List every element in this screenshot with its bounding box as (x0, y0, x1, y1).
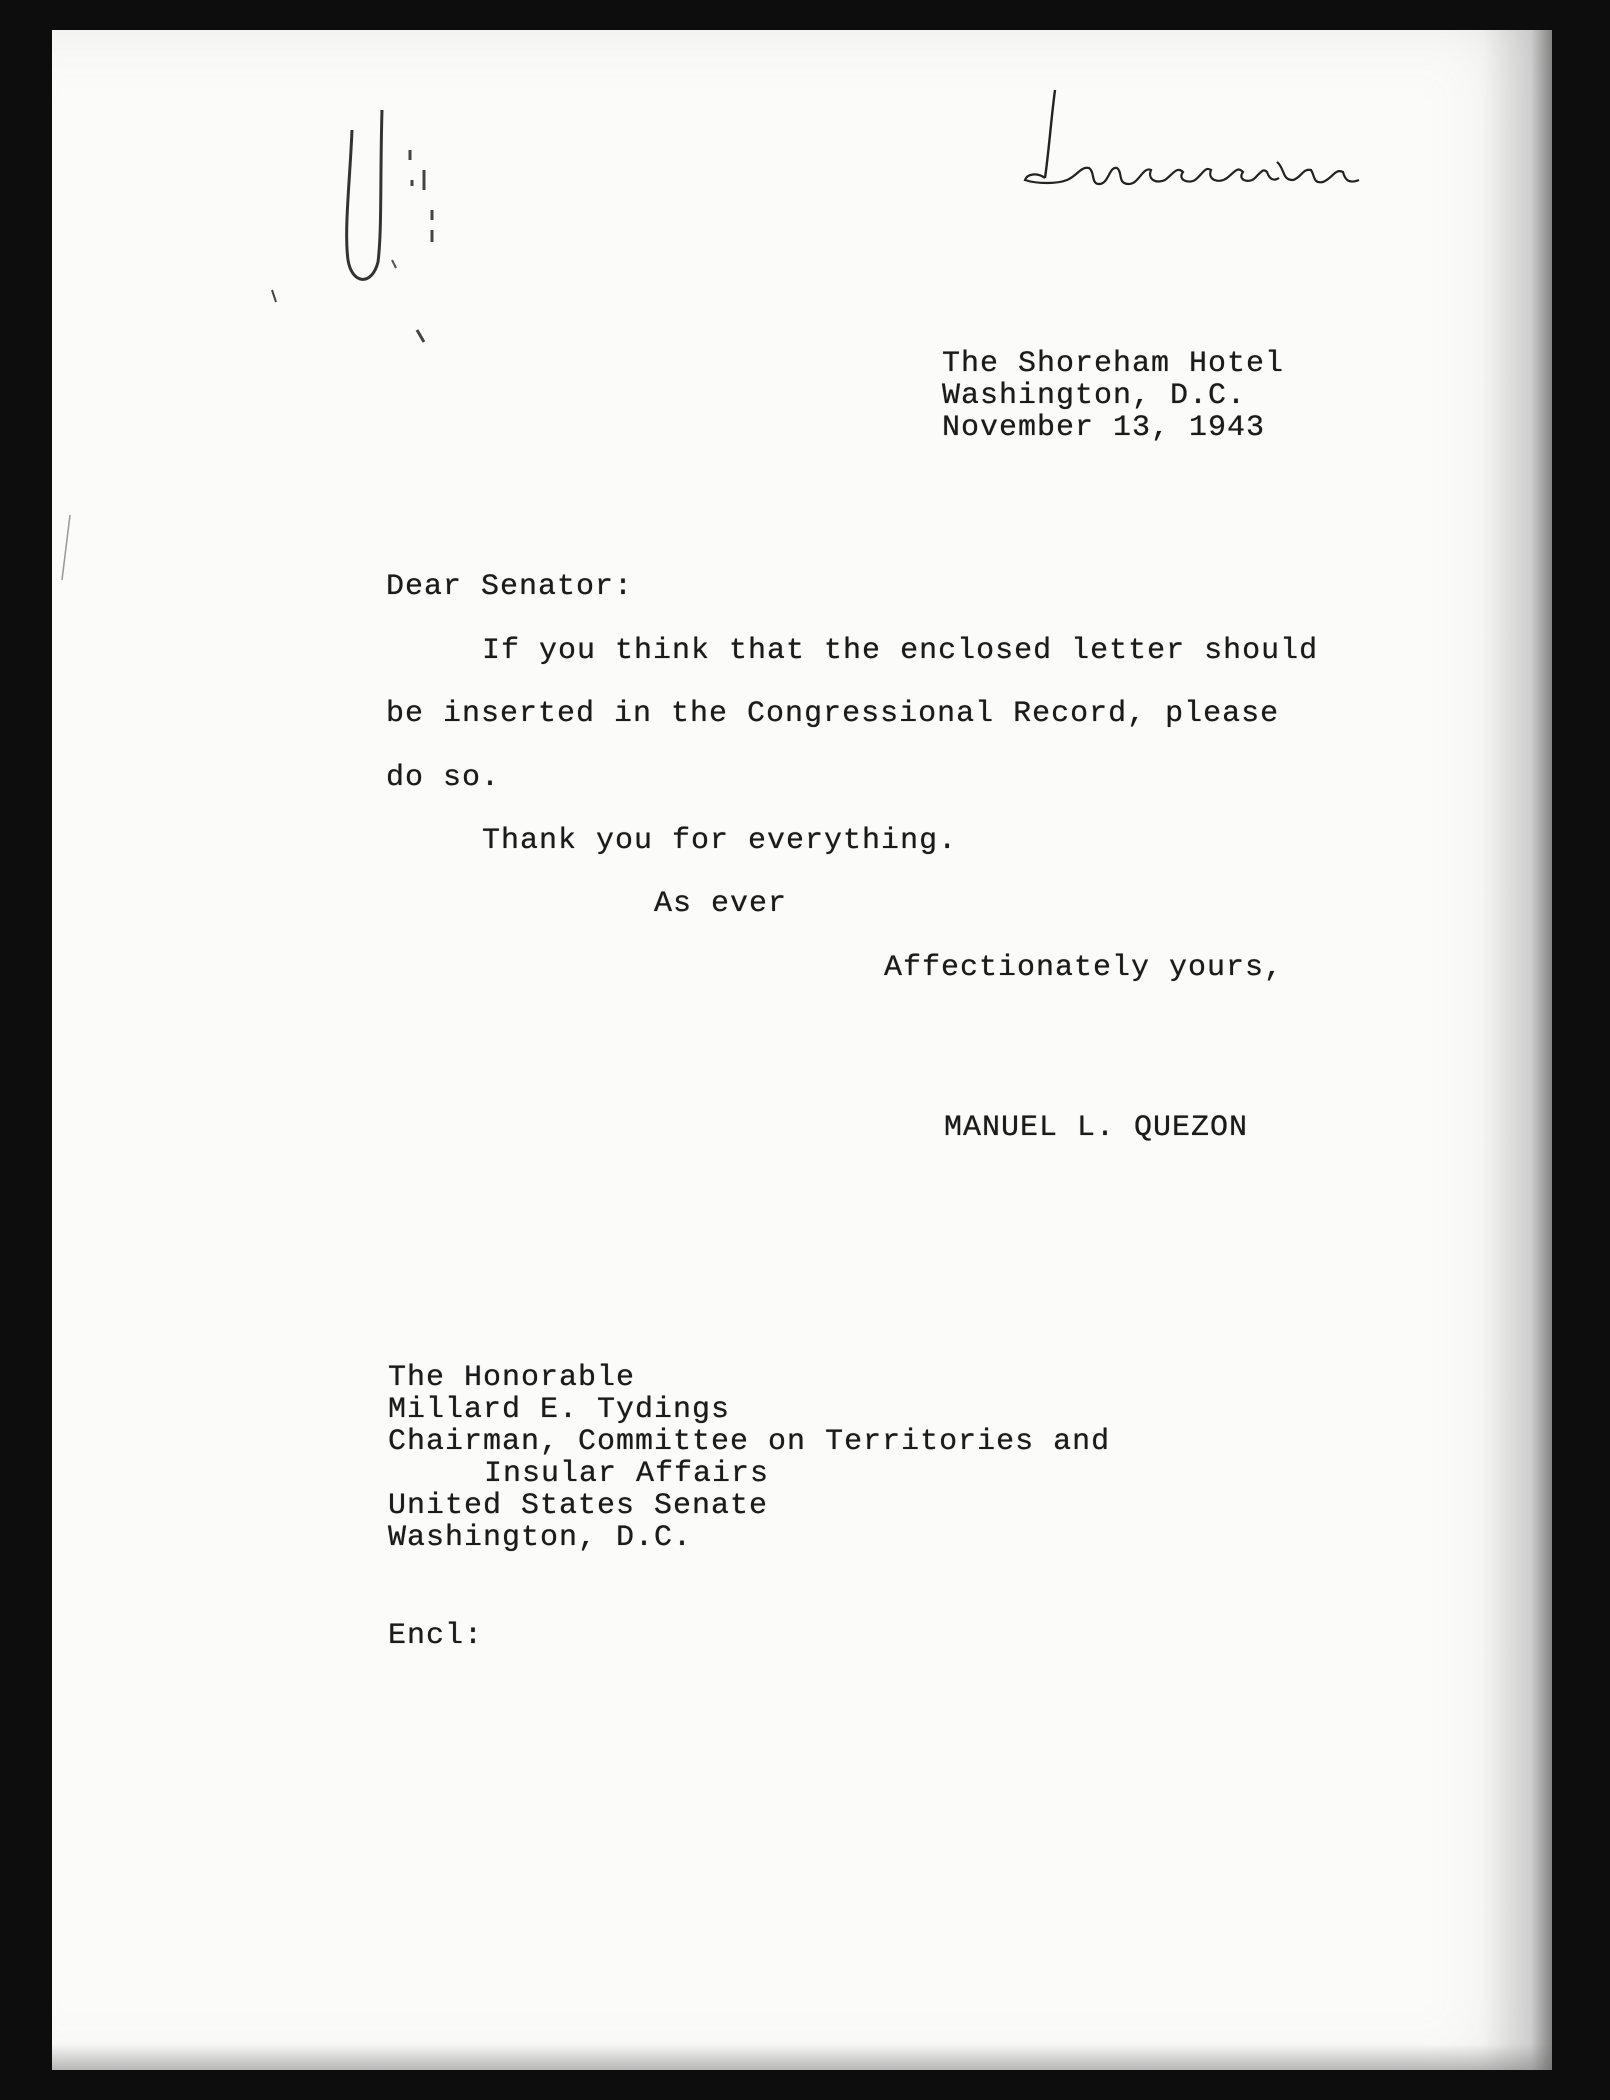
paperclip-mark-icon (262, 90, 492, 350)
recipient-line3: Chairman, Committee on Territories and (388, 1425, 1111, 1459)
closing-line1: As ever (654, 887, 788, 921)
sender-address-line1: The Shoreham Hotel (942, 347, 1285, 381)
recipient-line2: Millard E. Tydings (388, 1393, 731, 1427)
recipient-line6: Washington, D.C. (388, 1521, 693, 1555)
salutation: Dear Senator: (386, 570, 634, 604)
recipient-line4: Insular Affairs (484, 1457, 770, 1491)
body-paragraph1-line1: If you think that the enclosed letter should (482, 634, 1319, 668)
body-paragraph2: Thank you for everything. (482, 824, 958, 858)
closing-line2: Affectionately yours, (884, 951, 1284, 985)
body-paragraph1-line2: be inserted in the Congressional Record, please (386, 697, 1280, 731)
sender-address-line2: Washington, D.C. (942, 379, 1247, 413)
enclosure-note: Encl: (388, 1619, 484, 1653)
recipient-line1: The Honorable (388, 1361, 636, 1395)
letter-date: November 13, 1943 (942, 411, 1266, 445)
letter-page (52, 30, 1552, 2070)
handwritten-annotation (997, 80, 1377, 200)
signature-name: MANUEL L. QUEZON (944, 1111, 1249, 1145)
recipient-line5: United States Senate (388, 1489, 769, 1523)
paper-shadow-bottom (52, 2044, 1552, 2070)
paper-shadow-right (1482, 30, 1552, 2070)
body-paragraph1-line3: do so. (386, 761, 501, 795)
stray-pencil-mark (52, 510, 82, 590)
